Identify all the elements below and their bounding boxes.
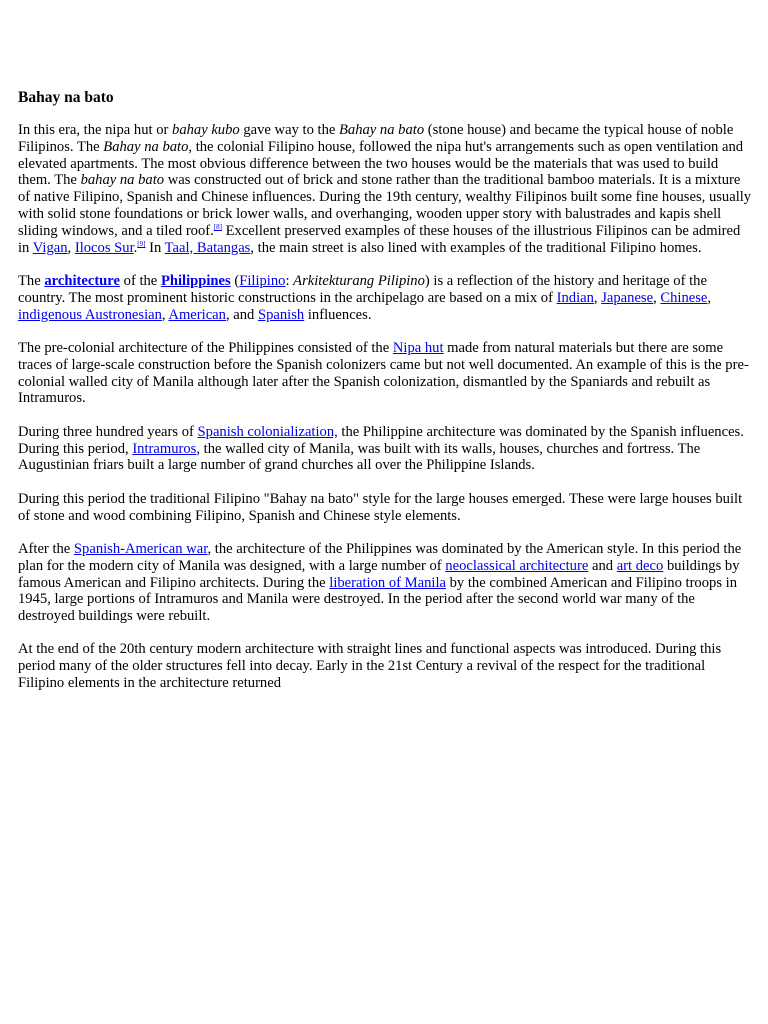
text-run: made from natural materials but there are some traces of large-scale construction before the Spanish colonizers came but not well documented. An example of this is the pre-colonial walled city of Manila although later after the Spanish colonization, dismantled by the Spaniards and rebuilt as Intramuros. [18,339,749,407]
text-run: was constructed out of brick and stone rather than the traditional bamboo materials. It is a mixture of native Filipino, Spanish and Chinese influences. During the 19th century, wealthy Filipinos built some fine houses, usually with solid stone foundations or brick lower walls, and overhanging, wooden upper story with balustrades and kapis shell sliding windows, and a tiled roof. [18,172,752,239]
link-art-deco[interactable]: art deco [616,557,664,574]
link-intramuros[interactable]: Intramuros [132,440,197,457]
text-run: During three hundred years of [18,423,198,440]
link-taal-batangas[interactable]: Taal, Batangas [164,239,251,256]
link-chinese[interactable]: Chinese [660,289,708,306]
paragraph-architecture-overview [18,273,752,323]
text-run: , [653,289,661,306]
text-run: The [18,272,45,289]
text-run: of the [120,272,161,289]
paragraph-american-era [18,541,752,625]
link-japanese[interactable]: Japanese [601,289,654,306]
text-run: After the [18,540,74,557]
text-run: , [67,239,75,256]
text-run: ( [230,272,240,289]
link-nipa-hut[interactable]: Nipa hut [392,339,444,356]
link-american[interactable]: American [168,306,226,323]
citation-link-9[interactable]: [9] [137,239,146,248]
text-run: ) is a reflection of the history and heritage of the country. The most prominent historic constructions in the archipelago are based on a mix of [18,272,707,306]
link-indigenous-austronesian[interactable]: indigenous Austronesian [18,306,162,323]
text-run: , the walled city of Manila, was built with its walls, houses, churches and fortress. The Augustinian friars built a large number of grand churches all over the Philippine Islands. [18,440,701,474]
text-run: In this era, the nipa hut or [18,122,173,138]
text-run: . [133,239,138,256]
italic-term: Arkitekturang Pilipino [293,272,425,289]
text-run: , the colonial Filipino house, followed the nipa hut's arrangements such as open ventilation and elevated apartments. The most obvious difference between the two houses would be the materials that was used to build them. The [18,138,744,189]
text-run: , [161,306,169,323]
text-run: the Philippine architecture was dominated by the Spanish influences. During this period, [18,423,744,457]
link-liberation-of-manila[interactable]: liberation of Manila [329,574,446,591]
text-run: influences. [304,306,372,323]
text-run: Excellent preserved examples of these houses of the illustrious Filipinos can be admired in [18,222,741,256]
text-run: The pre-colonial architecture of the Philippines consisted of the [18,339,393,356]
italic-term: Bahay na bato [339,122,425,138]
paragraph-pre-colonial [18,340,752,407]
link-indian[interactable]: Indian [556,289,594,306]
link-spanish[interactable]: Spanish [257,306,305,323]
italic-term: Bahay na bato [103,138,189,155]
text-run: buildings by famous American and Filipino architects. During the [18,557,740,591]
paragraph-bahay-na-bato-style [18,491,752,525]
text-run: , [593,289,602,306]
link-ilocos-sur[interactable]: Ilocos Sur [74,239,134,256]
text-run: At the end of the 20th century modern architecture with straight lines and functional aspects was introduced. During this period many of the older structures fell into decay. Early in the 21st Century a revival of the respect for the traditional Filipino elements in the architecture returned [18,641,722,692]
italic-term: bahay kubo [172,122,240,138]
italic-term: bahay na bato [80,172,165,189]
paragraph-bahay-na-bato [18,122,752,256]
link-vigan[interactable]: Vigan [32,239,68,256]
link-filipino[interactable]: Filipino [239,272,286,289]
text-run: : [285,272,294,289]
section-heading: Bahay na bato [18,89,114,106]
text-run: , and [225,306,258,323]
link-philippines[interactable]: Philippines [160,272,231,289]
citation-link-8[interactable]: [8] [213,222,222,231]
text-run: In [145,239,165,256]
text-run: (stone house) and became the typical house of noble Filipinos. The [18,122,734,155]
text-run: , [707,289,712,306]
link-spanish-american-war[interactable]: Spanish-American war [73,540,208,557]
link-spanish-colonialization[interactable]: Spanish colonialization, [197,423,338,440]
text-run: gave way to the [239,122,339,138]
text-run: , the main street is also lined with examples of the traditional Filipino homes. [250,239,702,256]
text-run: , the architecture of the Philippines was dominated by the American style. In this period the plan for the modern city of Manila was designed, with a large number of [18,540,742,574]
paragraph-modern-era [18,641,752,691]
link-neoclassical-architecture[interactable]: neoclassical architecture [445,557,589,574]
document-body [18,89,752,708]
paragraph-spanish-era [18,424,752,474]
text-run: by the combined American and Filipino troops in 1945, large portions of Intramuros and Manila were destroyed. In the period after the second world war many of the destroyed buildings were rebuilt. [18,574,738,625]
text-run: During this period the traditional Filipino "Bahay na bato" style for the large houses emerged. These were large houses built of stone and wood combining Filipino, Spanish and Chinese style elements. [18,490,743,524]
link-architecture[interactable]: architecture [44,272,120,289]
text-run: and [588,557,617,574]
